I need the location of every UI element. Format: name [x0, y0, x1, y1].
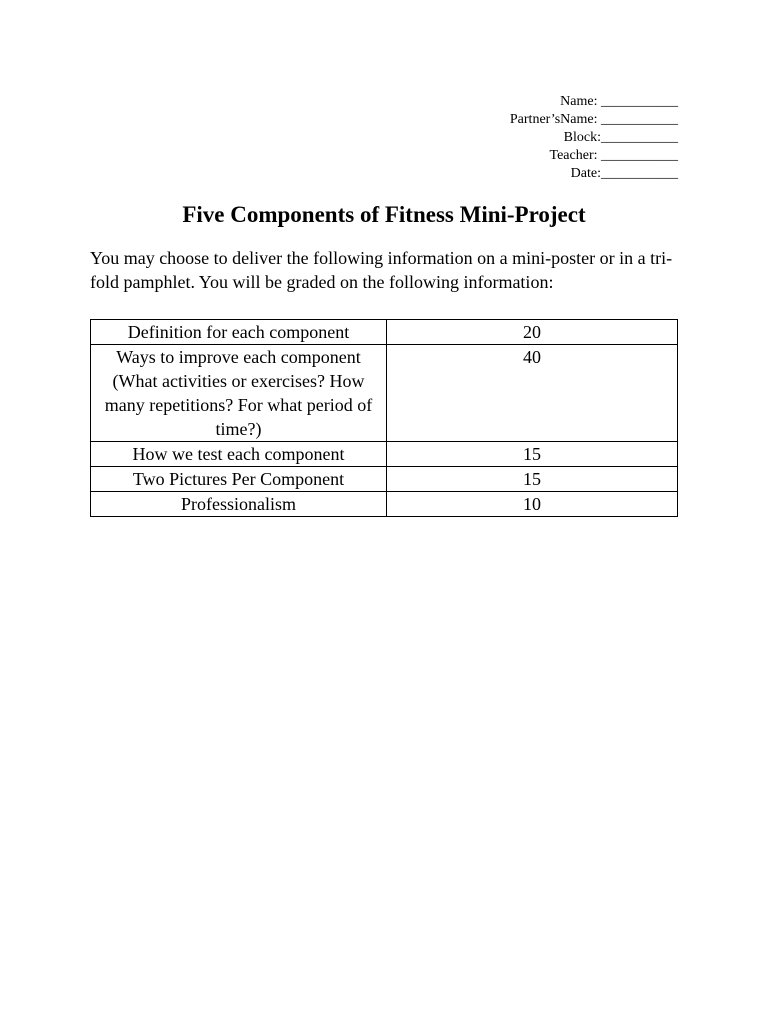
table-row [91, 345, 678, 442]
table-row [91, 492, 678, 517]
criterion-cell: Two Pictures Per Component [91, 467, 387, 492]
criterion-cell: Ways to improve each component (What activities or exercises? How many repetitions? For what period of time?) [91, 345, 387, 442]
partner-name-field[interactable]: Partner’sName: ___________ [509, 112, 678, 127]
grading-rubric-table [90, 319, 678, 517]
teacher-field[interactable]: Teacher: ___________ [549, 148, 678, 163]
points-cell: 15 [387, 442, 678, 467]
name-field[interactable]: Name: ___________ [560, 94, 678, 109]
header-fields [510, 93, 678, 183]
criterion-cell: Definition for each component [91, 320, 387, 345]
table-row [91, 442, 678, 467]
intro-paragraph: You may choose to deliver the following information on a mini-poster or in a tri-fold pamphlet. You will be graded on the following information: [90, 248, 673, 292]
page-title: Five Components of Fitness Mini-Project [182, 202, 586, 227]
points-cell: 10 [387, 492, 678, 517]
date-field[interactable]: Date:___________ [570, 166, 678, 181]
points-cell: 20 [387, 320, 678, 345]
criterion-cell: Professionalism [91, 492, 387, 517]
block-field[interactable]: Block:___________ [563, 130, 678, 145]
criterion-cell: How we test each component [91, 442, 387, 467]
points-cell: 40 [387, 345, 678, 442]
table-row [91, 467, 678, 492]
points-cell: 15 [387, 467, 678, 492]
table-row [91, 320, 678, 345]
